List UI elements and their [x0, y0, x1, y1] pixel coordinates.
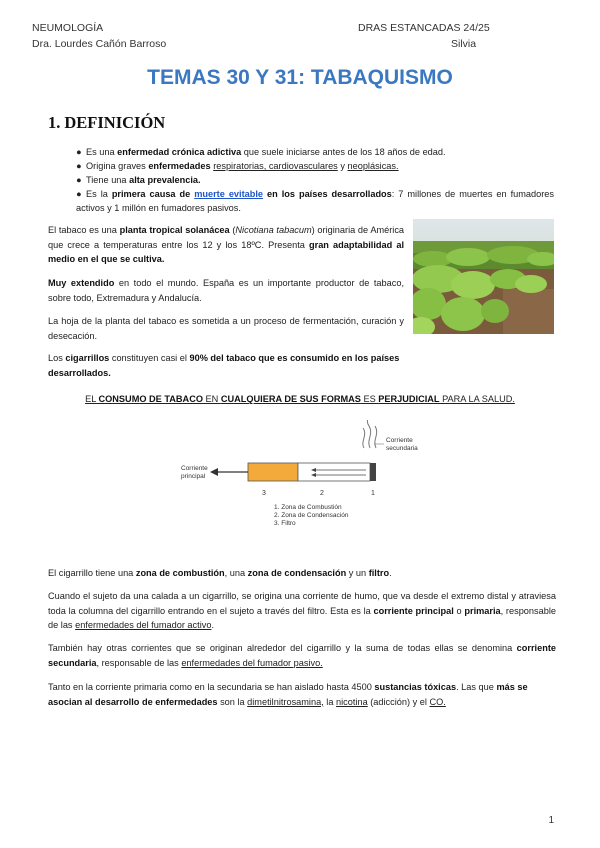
text: ( [229, 225, 236, 235]
bold-text: PERJUDICIAL [378, 394, 440, 404]
muerte-evitable-link[interactable]: muerte evitable [194, 189, 264, 199]
paragraph-corriente-principal [48, 589, 556, 633]
text: , una [224, 568, 248, 578]
text: y un [346, 568, 369, 578]
bold-text: más se asocian al desarrollo de enfermedades [48, 682, 528, 707]
legend-2: 2. Zona de Condensación [274, 512, 349, 519]
text: o [453, 605, 465, 616]
bold-text: filtro [368, 568, 390, 578]
section-heading [48, 113, 165, 133]
zone-number-2: 2 [320, 490, 324, 497]
text: Es una [86, 147, 118, 157]
bullet-item [76, 173, 554, 187]
paragraph-tabaco-planta [48, 223, 404, 267]
label-side-2: secundaria [386, 445, 418, 452]
bullet-item [76, 187, 554, 215]
bold-text: zona de condensación [247, 568, 347, 578]
bold-text: alta prevalencia. [129, 175, 201, 185]
text: , responsable de las [96, 657, 182, 668]
condensation-zone [298, 463, 370, 481]
text: constituyen casi el [109, 353, 190, 363]
bullet-icon: ● [76, 175, 82, 185]
paragraph-sustancias [48, 680, 556, 709]
text: Origina graves [86, 161, 149, 171]
bold-text: primaria [464, 605, 501, 616]
cigarette-diagram [178, 420, 438, 535]
text: y [337, 161, 348, 171]
header-author: Dra. Lourdes Cañón Barroso [32, 38, 167, 50]
text: . [389, 568, 392, 578]
text: . [211, 620, 214, 630]
header-name: Silvia [451, 38, 477, 50]
bold-text: corriente secundaria [48, 643, 556, 668]
label-main-2: principal [181, 473, 206, 480]
section-title: DEFINICIÓN [64, 113, 166, 132]
text: ) originaria de América que crece a temperaturas entre los 12 y los 18ºC. Presenta [48, 225, 405, 250]
bold-text: CUALQUIERA DE SUS FORMAS [220, 394, 361, 404]
bold-text: zona de combustión [135, 568, 225, 578]
text: El tabaco es una [48, 225, 120, 235]
paragraph-zonas [48, 566, 556, 581]
bold-text: sustancias tóxicas [374, 682, 457, 692]
header-course: DRAS ESTANCADAS 24/25 [358, 22, 490, 34]
bullet-icon: ● [76, 189, 82, 199]
bold-text: corriente principal [373, 605, 454, 616]
bullet-icon: ● [76, 161, 82, 171]
zone-number-1: 1 [371, 490, 375, 497]
bold-text: gran adaptabilidad al medio en el que se cultiva. [48, 239, 405, 264]
text: EL [85, 394, 99, 404]
text: PARA LA SALUD. [439, 394, 515, 404]
section-number: 1. [48, 113, 61, 132]
italic-text: Nicotiana tabacum [235, 225, 312, 235]
text: la [323, 696, 337, 707]
bold-text: cigarrillos [65, 353, 110, 363]
page-number: 1 [548, 815, 554, 826]
label-side-1: Corriente [386, 437, 413, 444]
bold-text: en los países desarrollados [263, 189, 392, 199]
bold-text: enfermedad crónica adictiva [117, 147, 242, 157]
bold-text: enfermedades [148, 161, 211, 171]
cigarette-diagram-svg [178, 420, 438, 535]
text: El cigarrillo tiene una [48, 568, 136, 578]
text: . Las que [456, 682, 497, 692]
text: que suele iniciarse antes de los 18 años de edad. [241, 147, 446, 157]
paragraph-hoja: La hoja de la planta del tabaco es sometida a un proceso de fermentación, curación y desecación. [48, 316, 404, 341]
text: Tanto en la corriente primaria como en la secundaria se han aislado hasta 4500 [48, 682, 375, 692]
filter-zone [248, 463, 298, 481]
underlined-text: respiratorias, cardiovasculares [213, 161, 338, 171]
page-title: TEMAS 30 Y 31: TABAQUISMO [147, 66, 453, 89]
smoke-icon [363, 428, 365, 448]
bullet-item [76, 145, 554, 159]
legend-1: 1. Zona de Combustión [274, 504, 342, 511]
bold-text: primera causa de [111, 189, 191, 199]
bold-text: Muy extendido [48, 278, 115, 288]
paragraph-corriente-secundaria [48, 641, 556, 670]
underlined-text: enfermedades del fumador activo [75, 620, 212, 630]
text: Tiene una [86, 175, 130, 185]
text: Cuando el sujeto da una calada a un cigarrillo, se origina una corriente de humo, que va desde el extremo distal y atraviesa toda la columna del cigarrillo entrando en el sujeto a través del filtro. Esta es la [48, 591, 556, 616]
text: ES [360, 394, 379, 404]
zone-number-3: 3 [262, 490, 266, 497]
underlined-text: neoplásicas. [347, 161, 399, 171]
smoke-icon [375, 426, 377, 448]
bold-text: 90% del tabaco que es consumido en los países desarrollados. [48, 353, 400, 378]
text: EN [202, 394, 221, 404]
text: : 7 millones de muertes en fumadores activos y 1 millón en fumadores pasivos. [76, 189, 554, 213]
combustion-zone [370, 463, 376, 481]
text: También hay otras corrientes que se originan alrededor del cigarrillo y la suma de todas ellas se denomina [48, 643, 517, 653]
text: (adicción) y el [367, 696, 430, 707]
text: Es la [86, 189, 112, 199]
underlined-text: CO. [429, 696, 446, 707]
text: son la [217, 696, 248, 707]
underlined-text: enfermedades del fumador pasivo. [181, 657, 323, 668]
underlined-text: dimetilnitrosamina, [247, 696, 324, 707]
header-subject: NEUMOLOGÍA [32, 22, 104, 34]
tobacco-plant-image [413, 219, 554, 334]
warning-line [0, 394, 600, 404]
bullet-icon: ● [76, 147, 82, 157]
paragraph-cigarrillos [48, 351, 404, 380]
paragraph-extendido [48, 276, 404, 305]
underlined-text: nicotina [336, 696, 368, 707]
text: , responsable de las [48, 605, 556, 630]
bold-text: planta tropical solanácea [119, 225, 230, 235]
bold-text: CONSUMO DE TABACO [98, 394, 203, 404]
smoke-icon [367, 420, 370, 448]
text: Los [48, 353, 66, 363]
label-main-1: Corriente [181, 465, 208, 472]
text: en todo el mundo. España es un importante productor de tabaco, sobre todo, Extremadura y Andalucía. [48, 278, 404, 303]
bullet-item [76, 159, 554, 173]
legend-3: 3. Filtro [274, 520, 296, 527]
